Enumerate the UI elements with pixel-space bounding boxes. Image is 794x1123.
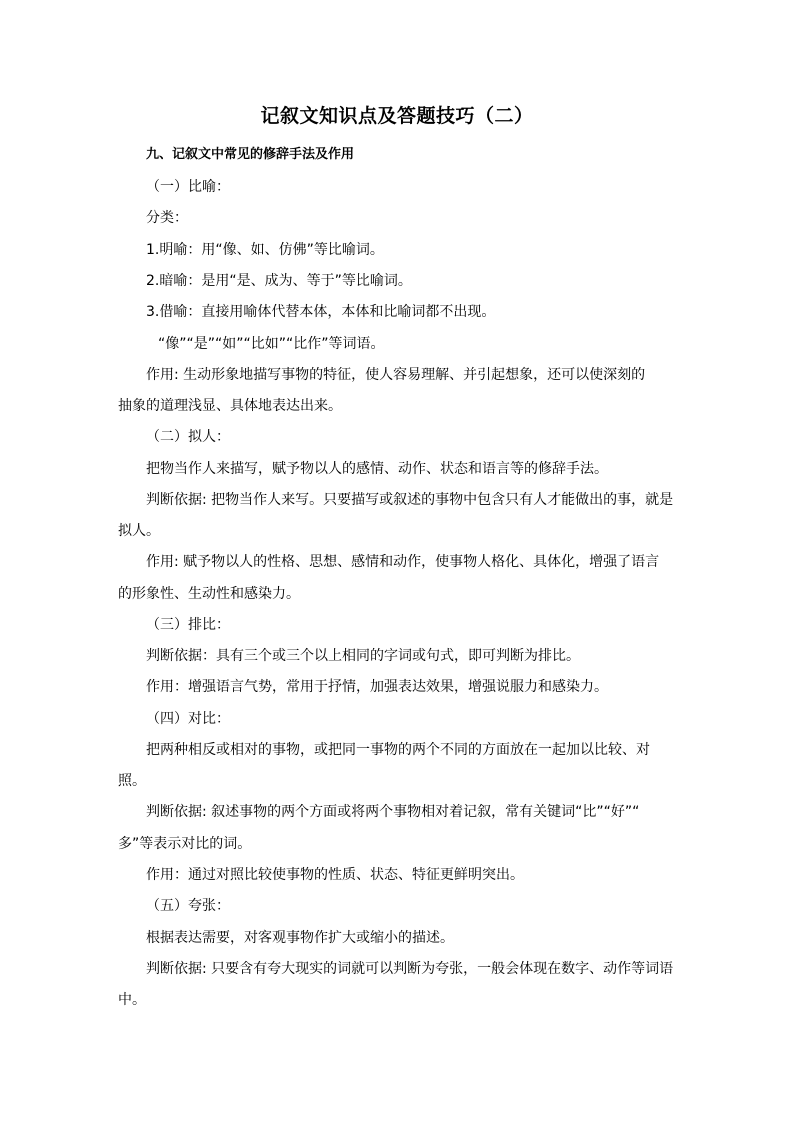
paragraph-line: 分类： bbox=[146, 210, 188, 226]
paragraph-line: 多”等表示对比的词。 bbox=[118, 836, 252, 852]
paragraph-line: 判断依据：具有三个或三个以上相同的字词或句式，即可判断为排比。 bbox=[146, 648, 580, 664]
paragraph-line: 判断依据: 叙述事物的两个方面或将两个事物相对着记叙，常有关键词“比”“好”“ bbox=[146, 804, 640, 820]
paragraph-line: 照。 bbox=[118, 773, 146, 789]
section-heading: 九、记叙文中常见的修辞手法及作用 bbox=[146, 147, 355, 162]
paragraph-line: 判断依据: 只要含有夸大现实的词就可以判断为夸张，一般会体现在数字、动作等词语 bbox=[146, 961, 674, 977]
paragraph-line: 把两种相反或相对的事物，或把同一事物的两个不同的方面放在一起加以比较、对 bbox=[146, 742, 650, 758]
subsection-heading-hyperbole: （五）夸张： bbox=[146, 898, 230, 914]
subsection-heading-parallelism: （三）排比： bbox=[146, 617, 230, 633]
paragraph-line: 作用: 赋予物以人的性格、思想、感情和动作，使事物人格化、具体化，增强了语言 bbox=[146, 554, 660, 570]
paragraph-line: 3.借喻：直接用喻体代替本体，本体和比喻词都不出现。 bbox=[146, 304, 496, 320]
paragraph-line: 把物当作人来描写，赋予物以人的感情、动作、状态和语言等的修辞手法。 bbox=[146, 461, 608, 477]
paragraph-line: 2.暗喻：是用“是、成为、等于”等比喻词。 bbox=[146, 273, 412, 289]
subsection-heading-metaphor: （一）比喻： bbox=[146, 179, 230, 195]
paragraph-line: 作用：增强语言气势，常用于抒情，加强表达效果，增强说服力和感染力。 bbox=[146, 679, 608, 695]
paragraph-line: 1.明喻：用“像、如、仿佛”等比喻词。 bbox=[146, 242, 384, 258]
paragraph-line: 作用: 生动形象地描写事物的特征，使人容易理解、并引起想象，还可以使深刻的 bbox=[146, 367, 646, 383]
paragraph-line: 抽象的道理浅显、具体地表达出来。 bbox=[118, 398, 342, 414]
paragraph-line: 根据表达需要，对客观事物作扩大或缩小的描述。 bbox=[146, 930, 454, 946]
paragraph-line: 判断依据: 把物当作人来写。只要描写或叙述的事物中包含只有人才能做出的事，就是 bbox=[146, 492, 674, 508]
subsection-heading-personification: （二）拟人： bbox=[146, 429, 230, 445]
paragraph-line: 拟人。 bbox=[118, 523, 160, 539]
paragraph-line: “像”“是”“如”“比如”“比作”等词语。 bbox=[158, 336, 385, 352]
document-title: 记叙文知识点及答题技巧（二） bbox=[260, 105, 534, 127]
subsection-heading-contrast: （四）对比： bbox=[146, 711, 230, 727]
paragraph-line: 中。 bbox=[118, 992, 146, 1008]
paragraph-line: 的形象性、生动性和感染力。 bbox=[118, 586, 300, 602]
paragraph-line: 作用：通过对照比较使事物的性质、状态、特征更鲜明突出。 bbox=[146, 867, 524, 883]
